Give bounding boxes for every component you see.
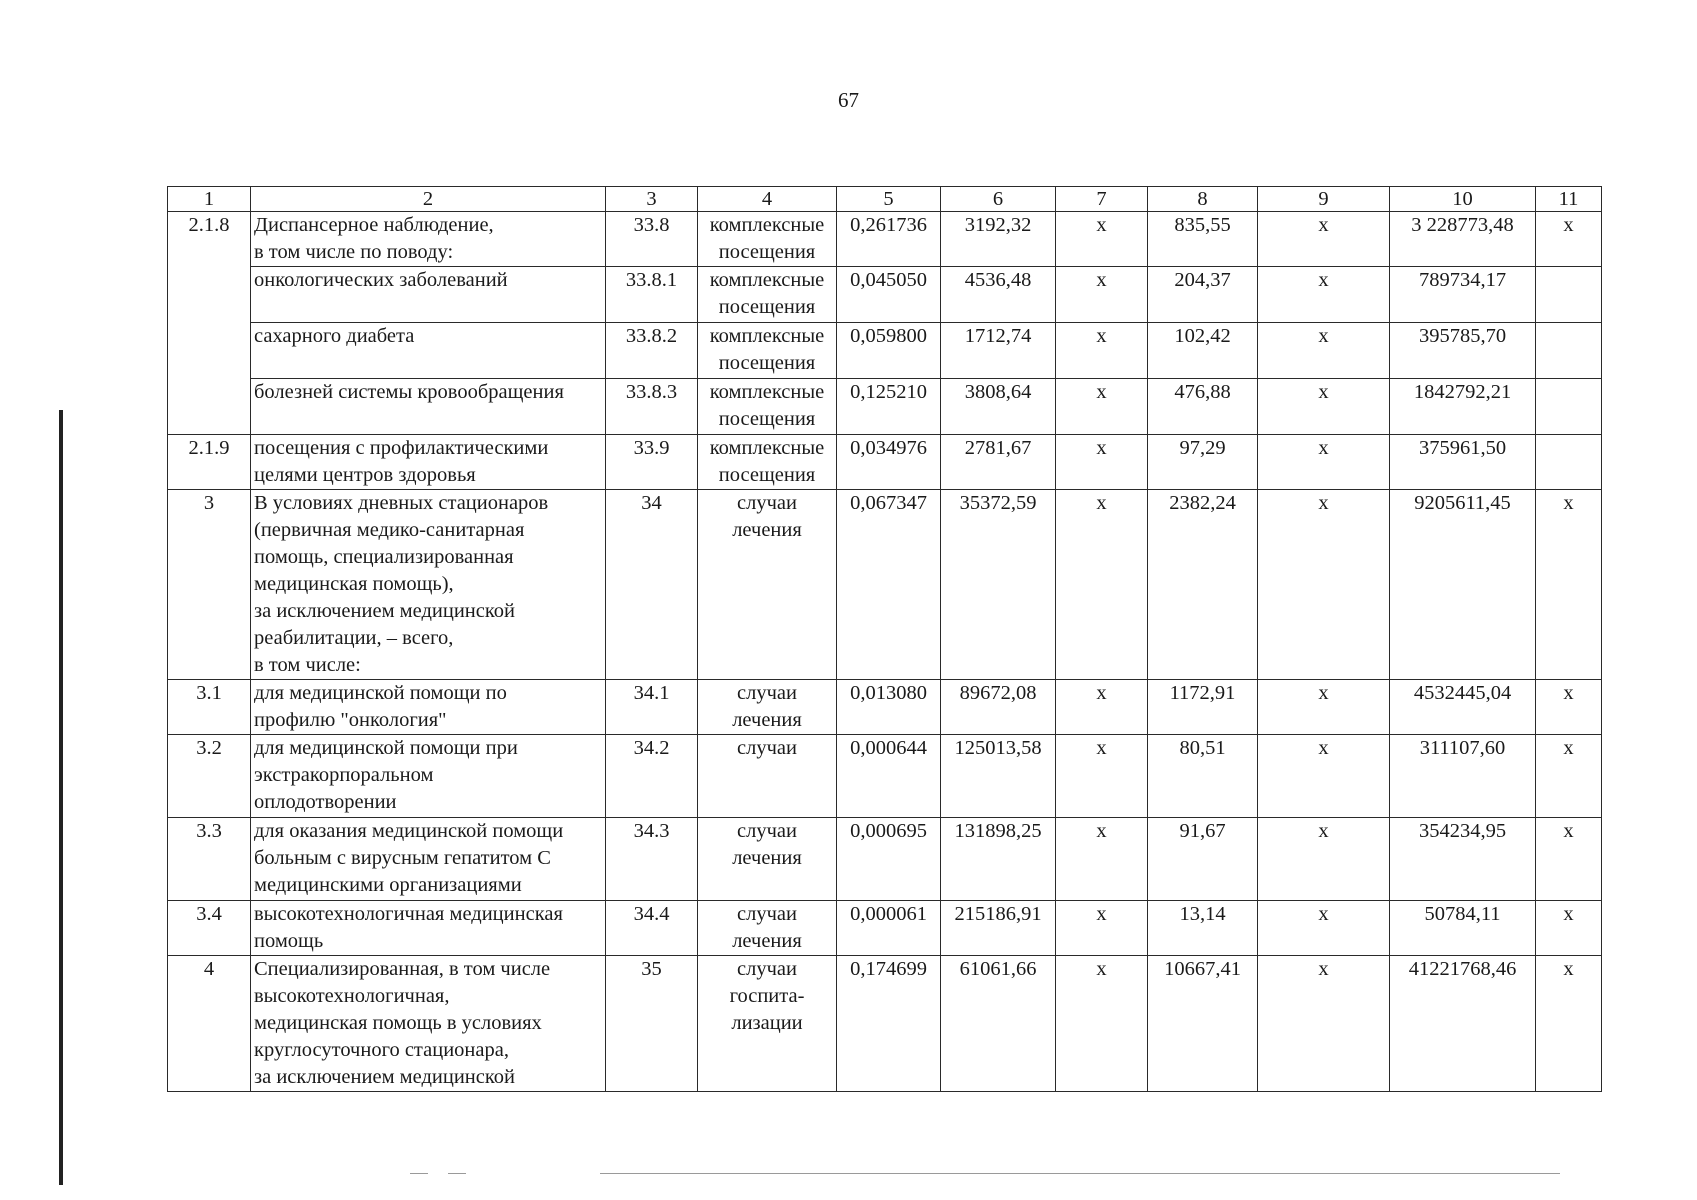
row-norm: 0,000695 xyxy=(837,818,941,901)
row-col11: х xyxy=(1536,490,1602,680)
row-col11: х xyxy=(1536,956,1602,1092)
row-col10: 789734,17 xyxy=(1390,267,1536,323)
row-col7: х xyxy=(1056,323,1148,379)
row-col11 xyxy=(1536,379,1602,435)
row-description: Специализированная, в том числе высокотехнологичная, медицинская помощь в условиях круглосуточного стационара, за исключением медицинской xyxy=(251,956,606,1092)
table-row xyxy=(168,490,1602,680)
row-line-code: 33.8 xyxy=(606,212,698,267)
row-line-code: 34.2 xyxy=(606,735,698,818)
row-norm: 0,034976 xyxy=(837,435,941,490)
row-description: для медицинской помощи при экстракорпоральном оплодотворении xyxy=(251,735,606,818)
header-cell: 6 xyxy=(941,187,1056,212)
header-cell: 1 xyxy=(168,187,251,212)
row-col11 xyxy=(1536,435,1602,490)
row-number: 2.1.8 xyxy=(168,212,251,435)
header-cell: 2 xyxy=(251,187,606,212)
row-line-code: 34.4 xyxy=(606,901,698,956)
row-description: высокотехнологичная медицинская помощь xyxy=(251,901,606,956)
row-cost: 125013,58 xyxy=(941,735,1056,818)
row-description: для оказания медицинской помощи больным с вирусным гепатитом С медицинскими организациями xyxy=(251,818,606,901)
header-cell: 3 xyxy=(606,187,698,212)
table-header-row xyxy=(168,187,1602,212)
row-col10: 9205611,45 xyxy=(1390,490,1536,680)
row-cost: 131898,25 xyxy=(941,818,1056,901)
row-col7: х xyxy=(1056,435,1148,490)
header-cell: 9 xyxy=(1258,187,1390,212)
row-unit: комплексные посещения xyxy=(698,323,837,379)
row-col10: 41221768,46 xyxy=(1390,956,1536,1092)
row-cost: 2781,67 xyxy=(941,435,1056,490)
row-line-code: 35 xyxy=(606,956,698,1092)
row-col9: х xyxy=(1258,435,1390,490)
row-col11 xyxy=(1536,323,1602,379)
row-unit: случаи лечения xyxy=(698,490,837,680)
row-line-code: 33.8.2 xyxy=(606,323,698,379)
header-cell: 7 xyxy=(1056,187,1148,212)
row-line-code: 33.8.1 xyxy=(606,267,698,323)
row-col11 xyxy=(1536,267,1602,323)
table-row xyxy=(168,818,1602,901)
table-row xyxy=(168,956,1602,1092)
row-norm: 0,013080 xyxy=(837,680,941,735)
header-cell: 11 xyxy=(1536,187,1602,212)
row-description: Диспансерное наблюдение, в том числе по поводу: xyxy=(251,212,606,267)
row-line-code: 33.8.3 xyxy=(606,379,698,435)
row-col10: 395785,70 xyxy=(1390,323,1536,379)
header-cell: 8 xyxy=(1148,187,1258,212)
row-col8: 102,42 xyxy=(1148,323,1258,379)
row-number: 3.3 xyxy=(168,818,251,901)
row-col9: х xyxy=(1258,680,1390,735)
scan-dash-mark xyxy=(410,1173,428,1174)
scan-bottom-line xyxy=(600,1173,1560,1174)
row-col7: х xyxy=(1056,680,1148,735)
row-col9: х xyxy=(1258,901,1390,956)
row-unit: случаи лечения xyxy=(698,818,837,901)
row-line-code: 33.9 xyxy=(606,435,698,490)
row-col7: х xyxy=(1056,818,1148,901)
row-cost: 35372,59 xyxy=(941,490,1056,680)
row-col7: х xyxy=(1056,956,1148,1092)
header-cell: 10 xyxy=(1390,187,1536,212)
row-unit: комплексные посещения xyxy=(698,212,837,267)
row-description: сахарного диабета xyxy=(251,323,606,379)
row-number: 4 xyxy=(168,956,251,1092)
row-cost: 4536,48 xyxy=(941,267,1056,323)
row-col11: х xyxy=(1536,901,1602,956)
row-cost: 89672,08 xyxy=(941,680,1056,735)
row-col8: 10667,41 xyxy=(1148,956,1258,1092)
row-description: для медицинской помощи по профилю "онкология" xyxy=(251,680,606,735)
row-col8: 91,67 xyxy=(1148,818,1258,901)
scan-edge-mark xyxy=(59,410,63,1185)
row-description: онкологических заболеваний xyxy=(251,267,606,323)
row-col7: х xyxy=(1056,901,1148,956)
row-line-code: 34.3 xyxy=(606,818,698,901)
row-col8: 1172,91 xyxy=(1148,680,1258,735)
row-norm: 0,000644 xyxy=(837,735,941,818)
row-description: болезней системы кровообращения xyxy=(251,379,606,435)
row-col9: х xyxy=(1258,323,1390,379)
row-unit: случаи госпита- лизации xyxy=(698,956,837,1092)
row-col8: 204,37 xyxy=(1148,267,1258,323)
row-col9: х xyxy=(1258,212,1390,267)
row-col10: 311107,60 xyxy=(1390,735,1536,818)
row-cost: 215186,91 xyxy=(941,901,1056,956)
header-cell: 5 xyxy=(837,187,941,212)
row-unit: случаи лечения xyxy=(698,680,837,735)
row-col8: 80,51 xyxy=(1148,735,1258,818)
table-row xyxy=(168,901,1602,956)
row-col7: х xyxy=(1056,379,1148,435)
data-table xyxy=(167,186,1602,1092)
row-description: посещения с профилактическими целями центров здоровья xyxy=(251,435,606,490)
row-col8: 13,14 xyxy=(1148,901,1258,956)
row-cost: 3192,32 xyxy=(941,212,1056,267)
row-line-code: 34.1 xyxy=(606,680,698,735)
row-col10: 3 228773,48 xyxy=(1390,212,1536,267)
row-col10: 50784,11 xyxy=(1390,901,1536,956)
row-number: 3.1 xyxy=(168,680,251,735)
row-norm: 0,067347 xyxy=(837,490,941,680)
row-description: В условиях дневных стационаров (первичная медико-санитарная помощь, специализированная медицинская помощь), за исключением медицинской реабилитации, – всего, в том числе: xyxy=(251,490,606,680)
row-unit: комплексные посещения xyxy=(698,435,837,490)
scan-dash-mark xyxy=(448,1173,466,1174)
row-unit: случаи xyxy=(698,735,837,818)
row-norm: 0,174699 xyxy=(837,956,941,1092)
row-col10: 375961,50 xyxy=(1390,435,1536,490)
row-col8: 835,55 xyxy=(1148,212,1258,267)
table-row xyxy=(168,680,1602,735)
row-unit: комплексные посещения xyxy=(698,379,837,435)
table-row xyxy=(168,435,1602,490)
row-unit: комплексные посещения xyxy=(698,267,837,323)
row-col11: х xyxy=(1536,680,1602,735)
table-row xyxy=(168,267,1602,323)
page-number: 67 xyxy=(838,88,859,112)
row-cost: 3808,64 xyxy=(941,379,1056,435)
table-row xyxy=(168,379,1602,435)
row-col9: х xyxy=(1258,735,1390,818)
row-cost: 1712,74 xyxy=(941,323,1056,379)
row-col11: х xyxy=(1536,818,1602,901)
row-col10: 354234,95 xyxy=(1390,818,1536,901)
row-norm: 0,261736 xyxy=(837,212,941,267)
row-col10: 4532445,04 xyxy=(1390,680,1536,735)
row-col9: х xyxy=(1258,818,1390,901)
row-cost: 61061,66 xyxy=(941,956,1056,1092)
row-col11: х xyxy=(1536,735,1602,818)
row-norm: 0,045050 xyxy=(837,267,941,323)
row-col9: х xyxy=(1258,956,1390,1092)
row-norm: 0,059800 xyxy=(837,323,941,379)
row-col8: 2382,24 xyxy=(1148,490,1258,680)
row-col9: х xyxy=(1258,379,1390,435)
row-number: 3.2 xyxy=(168,735,251,818)
row-col9: х xyxy=(1258,267,1390,323)
row-unit: случаи лечения xyxy=(698,901,837,956)
row-norm: 0,000061 xyxy=(837,901,941,956)
row-norm: 0,125210 xyxy=(837,379,941,435)
row-line-code: 34 xyxy=(606,490,698,680)
row-col11: х xyxy=(1536,212,1602,267)
table-row xyxy=(168,323,1602,379)
row-col9: х xyxy=(1258,490,1390,680)
row-col7: х xyxy=(1056,490,1148,680)
row-col7: х xyxy=(1056,267,1148,323)
row-col7: х xyxy=(1056,212,1148,267)
row-number: 2.1.9 xyxy=(168,435,251,490)
row-col8: 476,88 xyxy=(1148,379,1258,435)
row-col10: 1842792,21 xyxy=(1390,379,1536,435)
row-col8: 97,29 xyxy=(1148,435,1258,490)
table-row xyxy=(168,735,1602,818)
header-cell: 4 xyxy=(698,187,837,212)
row-number: 3 xyxy=(168,490,251,680)
row-number: 3.4 xyxy=(168,901,251,956)
table-row xyxy=(168,212,1602,267)
row-col7: х xyxy=(1056,735,1148,818)
